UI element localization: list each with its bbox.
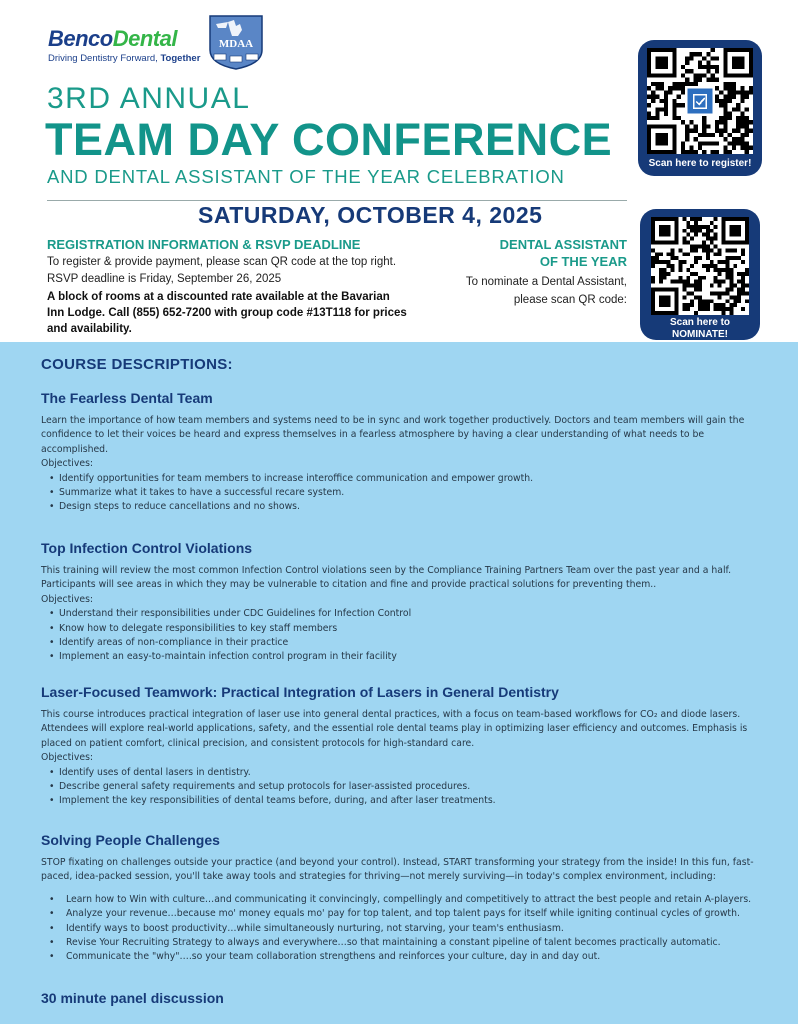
hotel-rooms-info: A block of rooms at a discounted rate available at the Bavarian Inn Lodge. Call (855) 652-7200 with group code #13T118 for prices and availability. [47,291,407,335]
objectives-label: Objectives: [41,752,94,764]
topic-item: • Learn how to Win with culture…and communicating it convincingly, compellingly and competitively to attract the best people and retain A-players. [49,893,771,907]
topic-item: • Communicate the "why"….so your team collaboration strengthens and reinforces your culture, day in and day out. [49,950,771,964]
course-title: Laser-Focused Teamwork: Practical Integration of Lasers in General Dentistry [41,684,559,700]
topic-item: • Analyze your revenue…because mo' money equals mo' pay for top talent, and top talent pays for itself while igniting continual cycles of growth. [49,907,771,921]
course-title: Top Infection Control Violations [41,540,253,556]
benco-dental-logo [48,26,200,64]
course-description: STOP fixating on challenges outside your practice (and beyond your control). Instead, START transforming your strategy from the inside! In this fun, fast-paced, idea-packed session, you'll take away tools and strategies for thriving—not merely surviving—in today's complex environment, including: [41,857,754,883]
objective-item: • Know how to delegate responsibilities to key staff members [49,622,771,636]
nominate-instructions [430,273,627,309]
nominate-qr-code[interactable] [651,217,749,315]
event-date: SATURDAY, OCTOBER 4, 2025 [198,202,543,228]
course-description: This training will review the most common Infection Control violations seen by the Compliance Training Partners Team over the past year and a half. Participants will see areas in which they may be vulnerable to citation and fine and provide practical solutions for preventing them.. [41,565,732,591]
objective-item: • Implement the key responsibilities of dental teams before, during, and after laser treatments. [49,794,771,808]
objective-item: • Identify areas of non-compliance in their practice [49,636,771,650]
objective-item: • Understand their responsibilities under CDC Guidelines for Infection Control [49,607,771,621]
nominate-qr-caption-line2: NOMINATE! [672,329,728,340]
objectives-list [49,607,771,665]
objectives-label: Objectives: [41,458,94,470]
topic-item: • Identify ways to boost productivity…while simultaneously nurturing, not starving, your team's enthusiasm. [49,922,771,936]
panel-discussion: 30 minute panel discussion [41,990,224,1006]
objective-item: • Identify opportunities for team members to increase interoffice communication and empower growth. [49,472,771,486]
objectives-label: Objectives: [41,593,94,605]
objectives-list [49,766,771,809]
nominate-qr-card[interactable] [640,209,760,340]
conference-subtitle: AND DENTAL ASSISTANT OF THE YEAR CELEBRATION [47,166,565,187]
course-description: Learn the importance of how team members and systems need to be in sync and work together productively. Doctors and team members will gain the confidence to let their voices be heard and express themselves in a fearless atmosphere by having a clear understanding of what needs to be accomplished. [41,415,745,455]
topic-item: • Revise Your Recruiting Strategy to always and everywhere…so that maintaining a constant pipeline of talent becomes practically automatic. [49,936,771,950]
annual-label: 3RD ANNUAL [47,82,251,115]
benco-brand-part2: Dental [112,26,177,51]
objective-item: • Summarize what it takes to have a successful recare system. [49,486,771,500]
dental-assistant-heading [470,236,627,270]
topics-list [49,893,771,965]
registration-heading: REGISTRATION INFORMATION & RSVP DEADLINE [47,237,361,252]
course-people-challenges [41,832,771,965]
nominate-line2: please scan QR code: [513,294,627,306]
course-descriptions-heading: COURSE DESCRIPTIONS: [41,356,233,373]
nominate-qr-caption-line1: Scan here to [669,317,731,328]
benco-brand [48,26,200,52]
benco-tagline-part1: Driving Dentistry Forward, [48,53,161,64]
conference-title: TEAM DAY CONFERENCE [45,114,613,165]
register-qr-caption: Scan here to register! [648,158,752,169]
course-fearless-dental-team [41,390,771,515]
course-title: Solving People Challenges [41,832,220,848]
nominate-qr-caption [640,317,760,341]
objective-item: • Implement an easy-to-maintain infection control program in their facility [49,650,771,664]
objective-item: • Identify uses of dental lasers in dentistry. [49,766,771,780]
nominate-line1: To nominate a Dental Assistant, [465,276,627,288]
objective-item: • Describe general safety requirements and setup protocols for laser-assisted procedures. [49,780,771,794]
benco-brand-part1: Benco [48,26,113,51]
rsvp-deadline: RSVP deadline is Friday, September 26, 2025 [47,273,282,285]
benco-tagline [48,53,200,64]
header-section [0,0,798,342]
registration-line-1: To register & provide payment, please scan QR code at the top right. [47,256,397,268]
mdaa-logo [206,14,266,70]
dental-assistant-heading-line2: OF THE YEAR [539,254,627,269]
divider [47,200,627,201]
course-infection-control [41,540,771,665]
course-laser-teamwork [41,684,771,809]
mdaa-logo-text: MDAA [218,38,254,50]
register-qr-card[interactable] [638,40,762,176]
benco-tagline-part2: Together [160,53,201,64]
course-description: This course introduces practical integration of laser use into general dental practices, with a focus on team-based workflows for CO₂ and diode lasers. Attendees will explore real-world applications, safety, and the essential role dental teams play in optimizing laser efficiency and outcomes. Emphasis is placed on patient comfort, clinical precision, and consistent protocols for high-standard care. [41,709,748,749]
dental-assistant-heading-line1: DENTAL ASSISTANT [499,237,627,252]
course-title: The Fearless Dental Team [41,390,213,406]
objectives-list [49,472,771,515]
register-qr-code[interactable] [647,48,753,154]
objective-item: • Design steps to reduce cancellations and no shows. [49,500,771,514]
